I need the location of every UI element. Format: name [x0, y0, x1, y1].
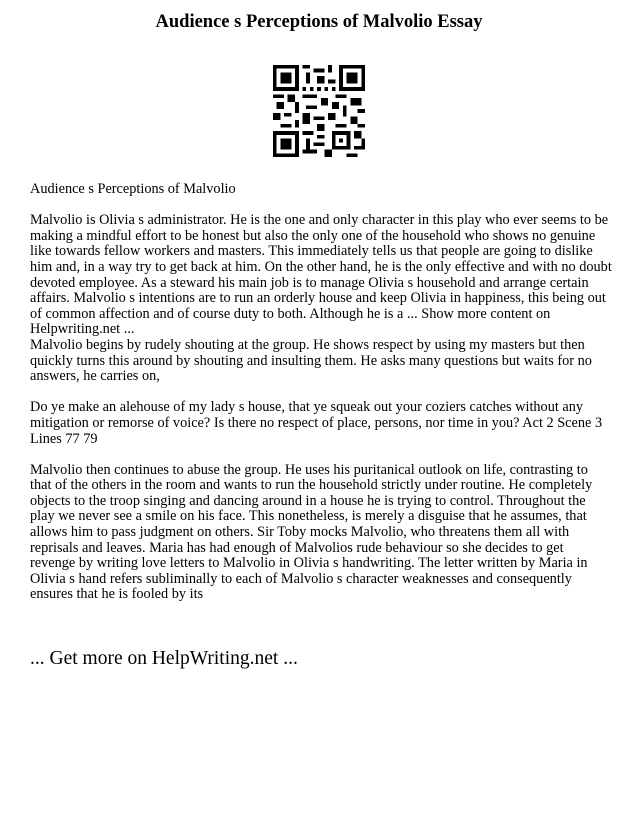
- essay-subtitle: Audience s Perceptions of Malvolio: [30, 181, 236, 197]
- essay-body: [30, 182, 612, 603]
- essay-paragraph-1: Malvolio is Olivia s administrator. He is the one and only character in this play who ever seems to be making a mindful effort to be honest but also the only one of the household who shows no genuine like towards fellow workers and masters. This immediately tells us that people are going to dislike him and, in a way try to get back at him. On the other hand, he is the only effective and with no doubt devoted employee. As a steward his main job is to manage Olivia s household and arrange certain affairs. Malvolio s intentions are to run an orderly house and keep Olivia in happiness, this being out of common affection and of course duty to both. Although he is a ... Show more content on Helpwriting.net ...: [30, 212, 612, 338]
- essay-quote: Do ye make an alehouse of my lady s house, that ye squeak out your coziers catches without any mitigation or remorse of voice? Is there no respect of place, persons, nor time in you? Act 2 Scene 3 Lines 77 79: [30, 399, 603, 447]
- qr-code: [273, 65, 365, 157]
- essay-paragraph-4: Malvolio then continues to abuse the group. He uses his puritanical outlook on life, contrasting to that of the others in the room and wants to run the household strictly under routine. He completely objects to the troop singing and dancing around in a house he is trying to control. Throughout the play we never see a smile on his face. This nonetheless, is merely a disguise that he assumes, that allows him to pass judgment on others. Sir Toby mocks Malvolio, who threatens them all with reprisals and leaves. Maria has had enough of Malvolios rude behaviour so she decides to get revenge by writing love letters to Malvolio in Olivia s handwriting. The letter written by Maria in Olivia s hand refers subliminally to each of Malvolio s character weaknesses and consequently ensures that he is fooled by its: [30, 461, 593, 603]
- more-link[interactable]: ... Get more on HelpWriting.net ...: [30, 648, 298, 669]
- essay-paragraph-2: Malvolio begins by rudely shouting at the group. He shows respect by using my masters but then quickly turns this around by shouting and insulting them. He asks many questions but waits for no answers, he carries on,: [30, 336, 592, 385]
- document-title: Audience s Perceptions of Malvolio Essay: [155, 12, 483, 32]
